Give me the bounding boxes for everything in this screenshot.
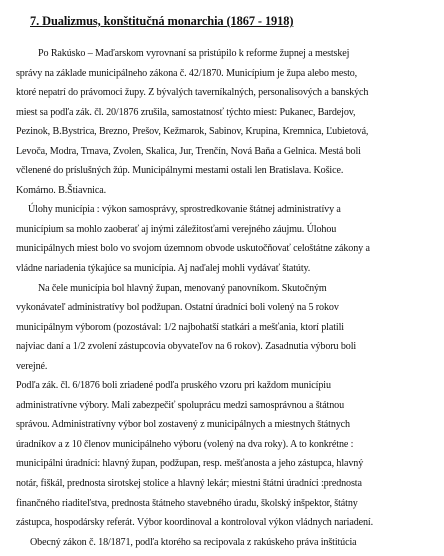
text-line: Obecný zákon č. 18/1871, podľa ktorého sa recipovala z rakúskeho práva inštitúcia bbox=[30, 536, 357, 548]
text-line: úradníkov a z 10 členov municipálneho výboru (volený na dva roky). A to konkrétne : bbox=[16, 438, 354, 450]
text-line: Podľa zák. čl. 6/1876 boli zriadené podľa pruského vzoru pri každom municípiu bbox=[16, 380, 331, 392]
text-line: najviac daní a 1/2 zvolení zástupcovia obyvateľov na 6 rokov). Zasadnutia výboru boli bbox=[16, 341, 357, 353]
text-line: vládne nariadenia týkajúce sa municípia. Aj naďalej mohli vydávať štatúty. bbox=[16, 263, 311, 275]
text-line: administratívne výbory. Mali zabezpečiť spoluprácu medzi samosprávnou a štátnou bbox=[16, 399, 345, 411]
text-line: včlenené do príslušných žúp. Municipálnymi mestami ostali len Bratislava. Košice. bbox=[16, 165, 344, 177]
text-line: Úlohy municípia : výkon samosprávy, sprostredkovanie štátnej administratívy a bbox=[28, 204, 341, 216]
text-line: zástupca, hospodársky referát. Výbor koordinoval a kontroloval výkon vládnych nariadení. bbox=[16, 517, 374, 529]
text-line: Na čele municípia bol hlavný župan, menovaný panovníkom. Skutočným bbox=[38, 282, 327, 294]
text-line: municipálnym výborom (pozostával: 1/2 najbohatší statkári a mešťania, ktorí platili bbox=[16, 321, 344, 333]
text-line: notár, fiškál, prednosta sirotskej stolice a hlavný lekár; miestni štátni úradníci :prednosta bbox=[16, 478, 362, 490]
text-line: správy na základe municipálneho zákona č. 42/1870. Municípium je župa alebo mesto, bbox=[16, 67, 358, 79]
text-line: municípium sa mohlo zaoberať aj inými záležitosťami verejného záujmu. Úlohou bbox=[16, 223, 337, 235]
text-line: ktoré nepatrí do právomoci župy. Z bývalých taverníkalných, personalisových a banských bbox=[16, 87, 369, 99]
page-title: 7. Dualizmus, konštitučná monarchia (1867 - 1918) bbox=[30, 14, 294, 28]
document-body bbox=[16, 44, 436, 552]
text-line: Komárno. B.Štiavnica. bbox=[16, 184, 106, 196]
text-line: Po Rakúsko – Maďarskom vyrovnaní sa pristúpilo k reforme župnej a mestskej bbox=[38, 48, 350, 59]
text-line: finančného riaditeľstva, prednosta štátneho stavebného úradu, školský inšpektor, štátny bbox=[16, 497, 358, 509]
text-line: Levoča, Modra, Trnava, Zvolen, Skalica, Jur, Trenčín, Nová Baňa a Gelnica. Mestá boli bbox=[16, 145, 361, 157]
text-line: municipálnych miest bolo vo svojom územnom obvode uskutočňovať celoštátne zákony a bbox=[16, 243, 370, 255]
text-line: municipálni úradníci: hlavný župan, podžupan, resp. mešťanosta a jeho zástupca, hlavný bbox=[16, 458, 364, 470]
text-line: Pezinok, B.Bystrica, Brezno, Prešov, Kežmarok, Sabinov, Krupina, Kremnica, Ľubietová, bbox=[16, 126, 369, 138]
text-line: miest sa podľa zák. čl. 20/1876 zrušila, samostatnosť týchto miest: Pukanec, Bardejov, bbox=[16, 106, 356, 118]
text-line: verejné. bbox=[16, 360, 48, 372]
text-line: vykonávateľ administratívy bol podžupan. Ostatní úradníci boli volený na 5 rokov bbox=[16, 302, 339, 314]
text-line: správou. Administratívny výbor bol zostavený z municipálnych a miestnych štátnych bbox=[16, 419, 350, 431]
